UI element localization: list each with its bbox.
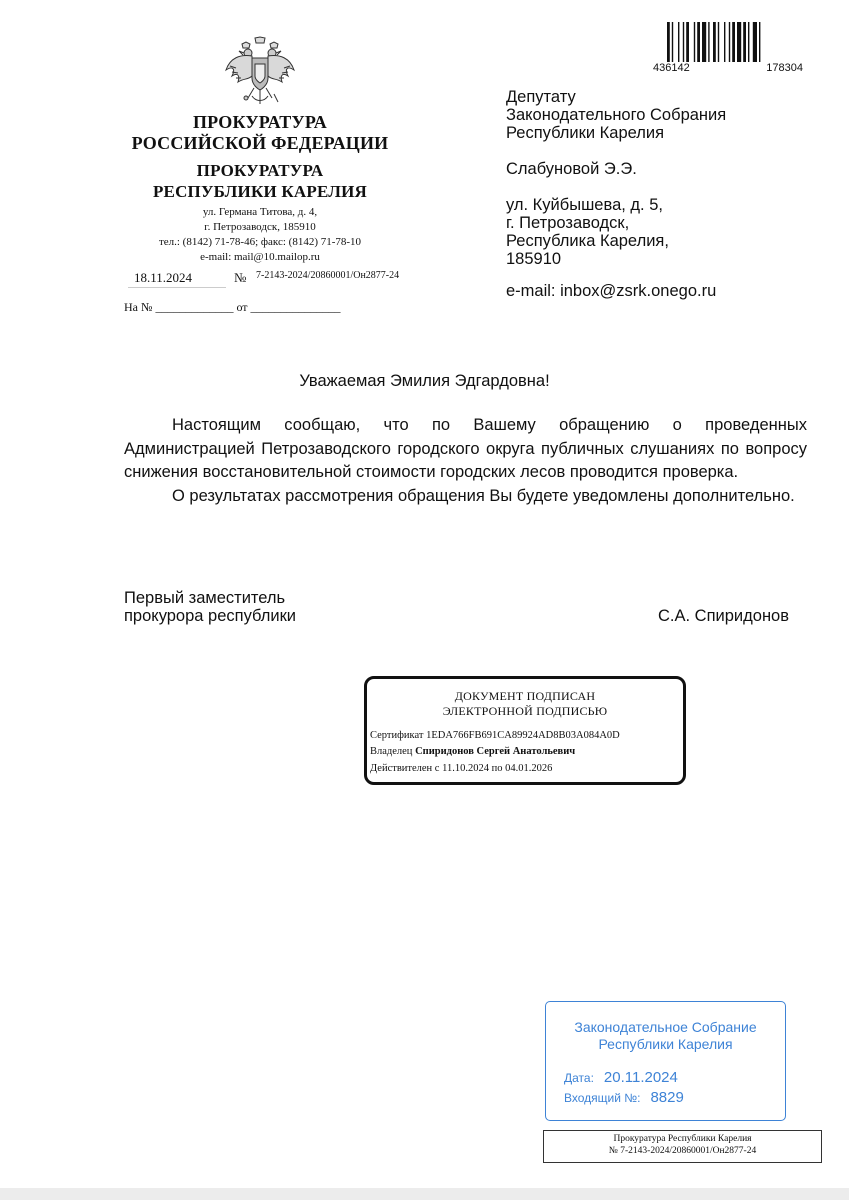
letter-paragraph-1: Настоящим сообщаю, что по Вашему обращению о проведенных Администрацией Петрозаводского городского округа публичных слушаниях по вопросу снижения восстановительной стоимости городских лесов проводится проверка. <box>124 416 807 481</box>
double-headed-eagle-emblem-icon <box>222 36 298 108</box>
barcode-bar <box>678 22 679 62</box>
barcode-bar <box>729 22 730 62</box>
barcode-numbers <box>653 62 803 74</box>
barcode-bar <box>694 22 695 62</box>
issuer-address-line1: ул. Германа Титова, д. 4, <box>202 206 318 218</box>
esign-valid-label: Действителен <box>370 763 433 774</box>
outgoing-number: 7-2143-2024/20860001/Он2877-24 <box>256 270 400 281</box>
barcode-bar <box>743 22 746 62</box>
registration-box-line2: № 7-2143-2024/20860001/Он2877-24 <box>608 1146 757 1156</box>
reference-na-blank: _____________ <box>155 300 234 314</box>
registration-box-text <box>543 1133 822 1157</box>
issuer-suborg-line2: РЕСПУБЛИКИ КАРЕЛИЯ <box>152 182 368 201</box>
barcode-bar <box>667 22 670 62</box>
esign-valid-from: 11.10.2024 <box>442 763 489 774</box>
addressee-email: e-mail: inbox@zsrk.onego.ru <box>506 282 717 300</box>
esign-title-line1: ДОКУМЕНТ ПОДПИСАН <box>454 689 596 703</box>
esign-valid-to: 04.01.2026 <box>505 763 553 774</box>
barcode-bar <box>748 22 749 62</box>
esign-cert-label: Сертификат <box>370 730 424 741</box>
signer-name: С.А. Спиридонов <box>658 607 789 625</box>
incoming-stamp-org <box>545 1019 786 1053</box>
incoming-stamp-org1: Законодательное Собрание <box>574 1019 757 1035</box>
issuer-address-line2: г. Петрозаводск, 185910 <box>204 221 316 233</box>
barcode-bar <box>708 22 709 62</box>
addressee-addr3: Республика Карелия, <box>506 232 669 250</box>
reference-ot-label: от <box>236 300 248 314</box>
addressee-line1: Депутату <box>506 88 576 106</box>
esign-valid-from-label: с <box>434 763 440 774</box>
issuer-address <box>120 205 400 265</box>
signer-title-line2: прокурора республики <box>124 607 297 625</box>
issuer-org-line1: ПРОКУРАТУРА <box>192 112 327 132</box>
esign-owner <box>370 746 575 757</box>
signer-title-line1: Первый заместитель <box>124 589 286 607</box>
barcode-bar <box>737 22 741 62</box>
barcode-bar <box>753 22 757 62</box>
barcode-bar <box>759 22 760 62</box>
barcode-left-number: 436142 <box>653 62 690 74</box>
reference-row <box>124 300 341 315</box>
number-sign: № <box>234 270 247 285</box>
incoming-stamp-org2: Республики Карелия <box>598 1036 733 1052</box>
salutation: Уважаемая Эмилия Эдгардовна! <box>299 372 550 390</box>
issuer-suborg-line1: ПРОКУРАТУРА <box>196 161 324 180</box>
barcode-bar <box>672 22 673 62</box>
barcode-bar <box>686 22 689 62</box>
registration-box-line1: Прокуратура Республики Карелия <box>613 1134 752 1144</box>
barcode-bar <box>724 22 725 62</box>
barcode-bar <box>732 22 735 62</box>
reference-na-label: На № <box>124 300 153 314</box>
addressee-line2: Законодательного Собрания <box>506 106 727 124</box>
date-underline <box>128 287 226 288</box>
addressee-block <box>506 88 726 300</box>
barcode-bar <box>697 22 700 62</box>
issuer-org <box>100 112 420 154</box>
incoming-date-value: 20.11.2024 <box>603 1069 678 1086</box>
esign-validity <box>370 763 552 774</box>
incoming-date-label: Дата: <box>564 1071 594 1085</box>
addressee-addr2: г. Петрозаводск, <box>506 214 630 232</box>
barcode-bar <box>702 22 706 62</box>
signer-title <box>124 589 296 625</box>
barcode-bar <box>713 22 716 62</box>
esign-certificate <box>370 730 620 741</box>
reference-ot-blank: _______________ <box>250 300 341 314</box>
issuer-phone: тел.: (8142) 71-78-46; факс: (8142) 71-78-10 <box>158 236 362 248</box>
addressee-line3: Республики Карелия <box>506 124 665 142</box>
letter-body <box>124 414 807 508</box>
incoming-number-value: 8829 <box>650 1089 684 1106</box>
esign-cert-value: 1EDA766FB691CA89924AD8B03A084A0D <box>426 730 620 741</box>
issuer-email: e-mail: mail@10.mailop.ru <box>200 251 320 263</box>
letter-paragraph-2: О результатах рассмотрения обращения Вы будете уведомлены дополнительно. <box>172 486 795 505</box>
addressee-addr1: ул. Куйбышева, д. 5, <box>506 196 663 214</box>
esign-title-line2: ЭЛЕКТРОННОЙ ПОДПИСЬЮ <box>442 704 608 718</box>
barcode <box>667 22 797 62</box>
incoming-number-label: Входящий №: <box>564 1091 641 1105</box>
esign-owner-label: Владелец <box>370 746 413 757</box>
incoming-number-row <box>564 1089 684 1107</box>
esign-title <box>364 689 686 719</box>
page-bottom-edge <box>0 1188 849 1200</box>
incoming-date-row <box>564 1069 678 1087</box>
addressee-name: Слабуновой Э.Э. <box>506 160 637 178</box>
esign-owner-value: Спиридонов Сергей Анатольевич <box>415 746 576 757</box>
issuer-suborg <box>100 160 420 202</box>
barcode-bar <box>683 22 684 62</box>
barcode-bar <box>718 22 719 62</box>
esign-valid-to-label: по <box>491 763 503 774</box>
addressee-addr4: 185910 <box>506 250 562 268</box>
issuer-org-line2: РОССИЙСКОЙ ФЕДЕРАЦИИ <box>131 133 389 153</box>
outgoing-date: 18.11.2024 <box>134 270 193 285</box>
barcode-right-number: 178304 <box>766 62 803 74</box>
